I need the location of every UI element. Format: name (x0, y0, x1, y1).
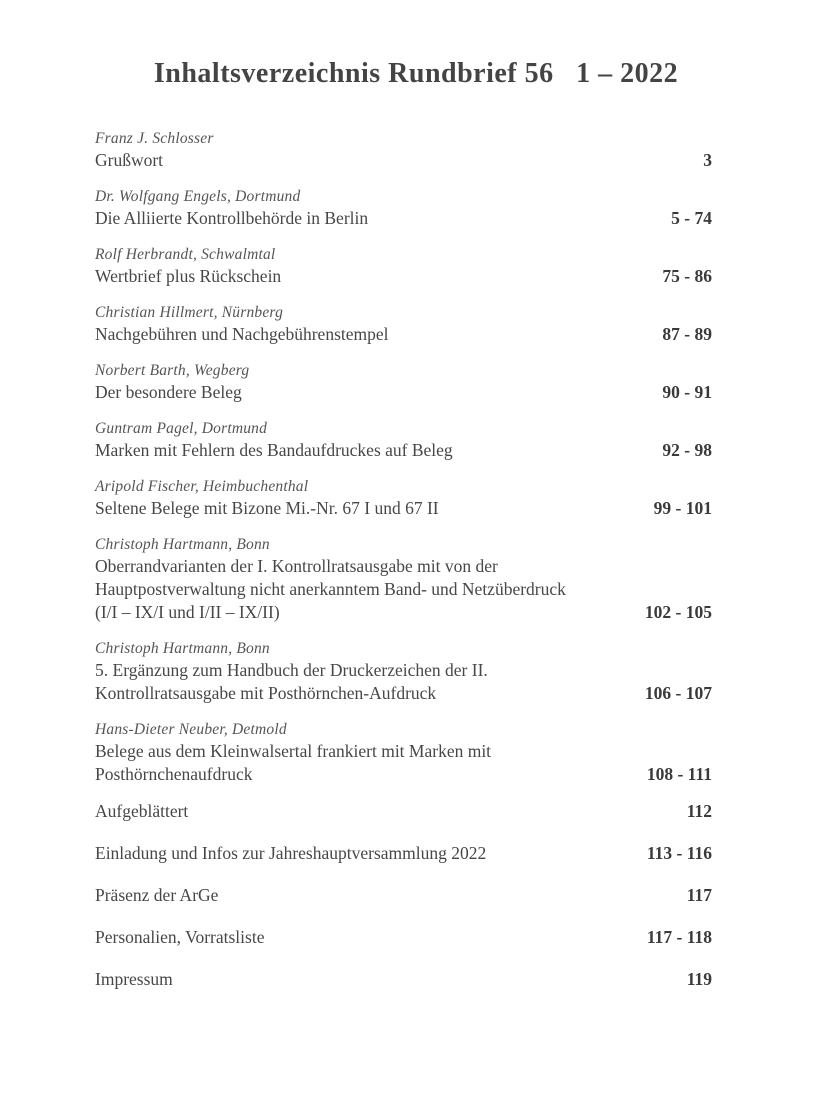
entry-row (95, 265, 712, 288)
entry-title-line: Belege aus dem Kleinwalsertal frankiert mit Marken mit (95, 741, 492, 761)
table-of-contents (0, 128, 832, 991)
entry-author: Dr. Wolfgang Engels, Dortmund (95, 188, 301, 205)
entry-row (95, 323, 712, 346)
entry-page-numbers: 108 - 111 (646, 764, 712, 784)
entry-title-line: (I/I – IX/I und I/II – IX/II) (95, 602, 280, 622)
entry-row (95, 926, 712, 949)
toc-entry (95, 534, 712, 624)
entry-title (95, 659, 488, 705)
entry-title-line: Einladung und Infos zur Jahreshauptversammlung 2022 (95, 843, 487, 863)
entry-title-line: Seltene Belege mit Bizone Mi.-Nr. 67 I und 67 II (95, 498, 439, 518)
entry-row (95, 497, 712, 520)
toc-entry (95, 884, 712, 907)
entry-title (95, 555, 566, 624)
toc-entry (95, 360, 712, 404)
entry-page-numbers: 99 - 101 (653, 498, 712, 518)
toc-entry (95, 128, 712, 172)
entry-page-numbers: 117 - 118 (646, 927, 712, 947)
toc-entry (95, 418, 712, 462)
page-title: Inhaltsverzeichnis Rundbrief 56 1 – 2022 (153, 58, 679, 89)
entry-row (95, 800, 712, 823)
toc-entry (95, 302, 712, 346)
entry-row (95, 439, 712, 462)
entry-author: Aripold Fischer, Heimbuchenthal (95, 478, 309, 495)
entry-title-line: Die Alliierte Kontrollbehörde in Berlin (95, 208, 369, 228)
entry-title-line: Posthörnchenaufdruck (95, 764, 253, 784)
entry-title-line: Hauptpostverwaltung nicht anerkanntem Band- und Netzüberdruck (95, 579, 566, 599)
entry-title-line: Der besondere Beleg (95, 382, 242, 402)
entry-title (95, 265, 281, 288)
entry-page-numbers: 90 - 91 (662, 382, 712, 402)
entry-title-line: Oberrandvarianten der I. Kontrollratsausgabe mit von der (95, 556, 498, 576)
entry-title-line: Marken mit Fehlern des Bandaufdruckes auf Beleg (95, 440, 453, 460)
entry-title (95, 968, 173, 991)
toc-entry (95, 186, 712, 230)
entry-title-line: Wertbrief plus Rückschein (95, 266, 282, 286)
entry-author: Franz J. Schlosser (95, 130, 214, 147)
entry-page-numbers: 113 - 116 (646, 843, 712, 863)
entry-page-numbers: 5 - 74 (671, 208, 712, 228)
entry-title (95, 323, 389, 346)
entry-page-numbers: 102 - 105 (644, 602, 712, 622)
entry-row (95, 207, 712, 230)
entry-title-line: Präsenz der ArGe (95, 885, 219, 905)
entry-page-numbers: 87 - 89 (662, 324, 712, 344)
entry-page-numbers: 119 (686, 969, 712, 989)
entry-author: Christian Hillmert, Nürnberg (95, 304, 284, 321)
entry-title-line: Impressum (95, 969, 173, 989)
entry-title (95, 149, 163, 172)
entry-author: Christoph Hartmann, Bonn (95, 536, 270, 553)
entry-title (95, 800, 188, 823)
entry-author: Hans-Dieter Neuber, Detmold (95, 721, 287, 738)
toc-entry (95, 800, 712, 823)
entry-title (95, 381, 242, 404)
entry-title-line: 5. Ergänzung zum Handbuch der Druckerzeichen der II. (95, 660, 488, 680)
entry-title-line: Grußwort (95, 150, 164, 170)
entry-title (95, 439, 453, 462)
entry-row (95, 149, 712, 172)
toc-entry (95, 638, 712, 705)
toc-entry (95, 968, 712, 991)
entry-row (95, 659, 712, 705)
entry-author: Rolf Herbrandt, Schwalmtal (95, 246, 276, 263)
entry-title-line: Personalien, Vorratsliste (95, 927, 265, 947)
entry-page-numbers: 3 (703, 150, 712, 170)
entry-title (95, 740, 491, 786)
entry-title-line: Aufgeblättert (95, 801, 189, 821)
entry-row (95, 884, 712, 907)
entry-row (95, 968, 712, 991)
toc-entry (95, 244, 712, 288)
entry-row (95, 555, 712, 624)
entry-title (95, 842, 486, 865)
entry-page-numbers: 92 - 98 (662, 440, 712, 460)
entry-page-numbers: 106 - 107 (644, 683, 712, 703)
toc-entry (95, 926, 712, 949)
entry-author: Christoph Hartmann, Bonn (95, 640, 270, 657)
entry-title (95, 884, 218, 907)
entry-title (95, 207, 368, 230)
entry-title (95, 497, 439, 520)
toc-entry (95, 842, 712, 865)
toc-entry (95, 476, 712, 520)
entry-author: Guntram Pagel, Dortmund (95, 420, 268, 437)
entry-title-line: Kontrollratsausgabe mit Posthörnchen-Aufdruck (95, 683, 437, 703)
entry-page-numbers: 117 (686, 885, 712, 905)
entry-row (95, 740, 712, 786)
toc-entry (95, 719, 712, 786)
entry-title (95, 926, 264, 949)
entry-row (95, 381, 712, 404)
entry-row (95, 842, 712, 865)
entry-title-line: Nachgebühren und Nachgebührenstempel (95, 324, 389, 344)
entry-page-numbers: 75 - 86 (662, 266, 712, 286)
entry-page-numbers: 112 (686, 801, 712, 821)
entry-author: Norbert Barth, Wegberg (95, 362, 250, 379)
